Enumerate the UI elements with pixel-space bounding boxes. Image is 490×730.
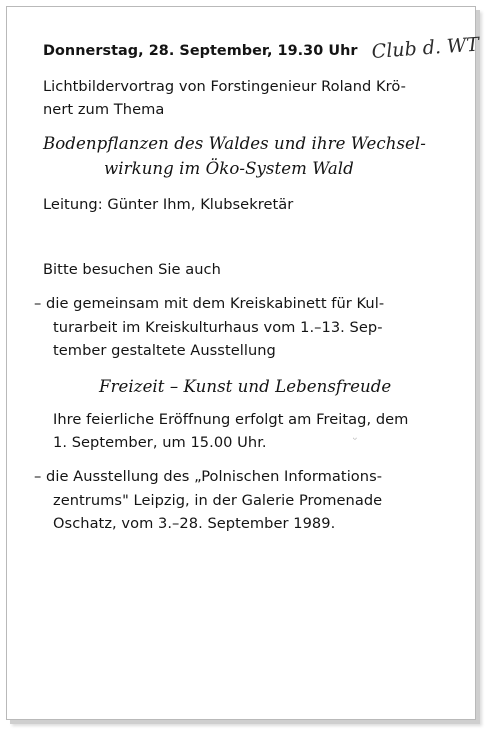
exhibition2-line-3: Oschatz, vom 3.–28. September 1989. [53, 515, 336, 532]
event-description-line-2: nert zum Thema [43, 101, 165, 118]
also-intro: Bitte besuchen Sie auch [43, 261, 221, 278]
exhibition1-line-1: – die gemeinsam mit dem Kreiskabinett für Kul- [34, 295, 385, 312]
exhibition1-opening-line-2: 1. September, um 15.00 Uhr. [53, 434, 267, 451]
handwritten-note: Club d. WT [371, 33, 480, 63]
program-page [6, 6, 480, 720]
exhibition2-line-1: – die Ausstellung des „Polnischen Informations- [34, 468, 383, 485]
exhibition1-title: Freizeit – Kunst und Lebensfreude [99, 377, 392, 396]
exhibition1-line-3: tember gestaltete Ausstellung [53, 342, 276, 359]
event-topic-line-2: wirkung im Öko-System Wald [104, 159, 354, 178]
exhibition1-opening-line-1: Ihre feierliche Eröffnung erfolgt am Freitag, dem [53, 411, 409, 428]
event-date: Donnerstag, 28. September, 19.30 Uhr [43, 43, 358, 59]
event-description-line-1: Lichtbildervortrag von Forstingenieur Roland Krö- [43, 78, 406, 95]
event-leader: Leitung: Günter Ihm, Klubsekretär [43, 196, 294, 213]
event-topic-line-1: Bodenpflanzen des Waldes und ihre Wechsel- [43, 134, 426, 153]
exhibition1-line-2: turarbeit im Kreiskulturhaus vom 1.–13. Sep- [53, 319, 383, 336]
exhibition2-line-2: zentrums" Leipzig, in der Galerie Promenade [53, 492, 383, 509]
paper-speck: ᵕ [353, 435, 358, 446]
